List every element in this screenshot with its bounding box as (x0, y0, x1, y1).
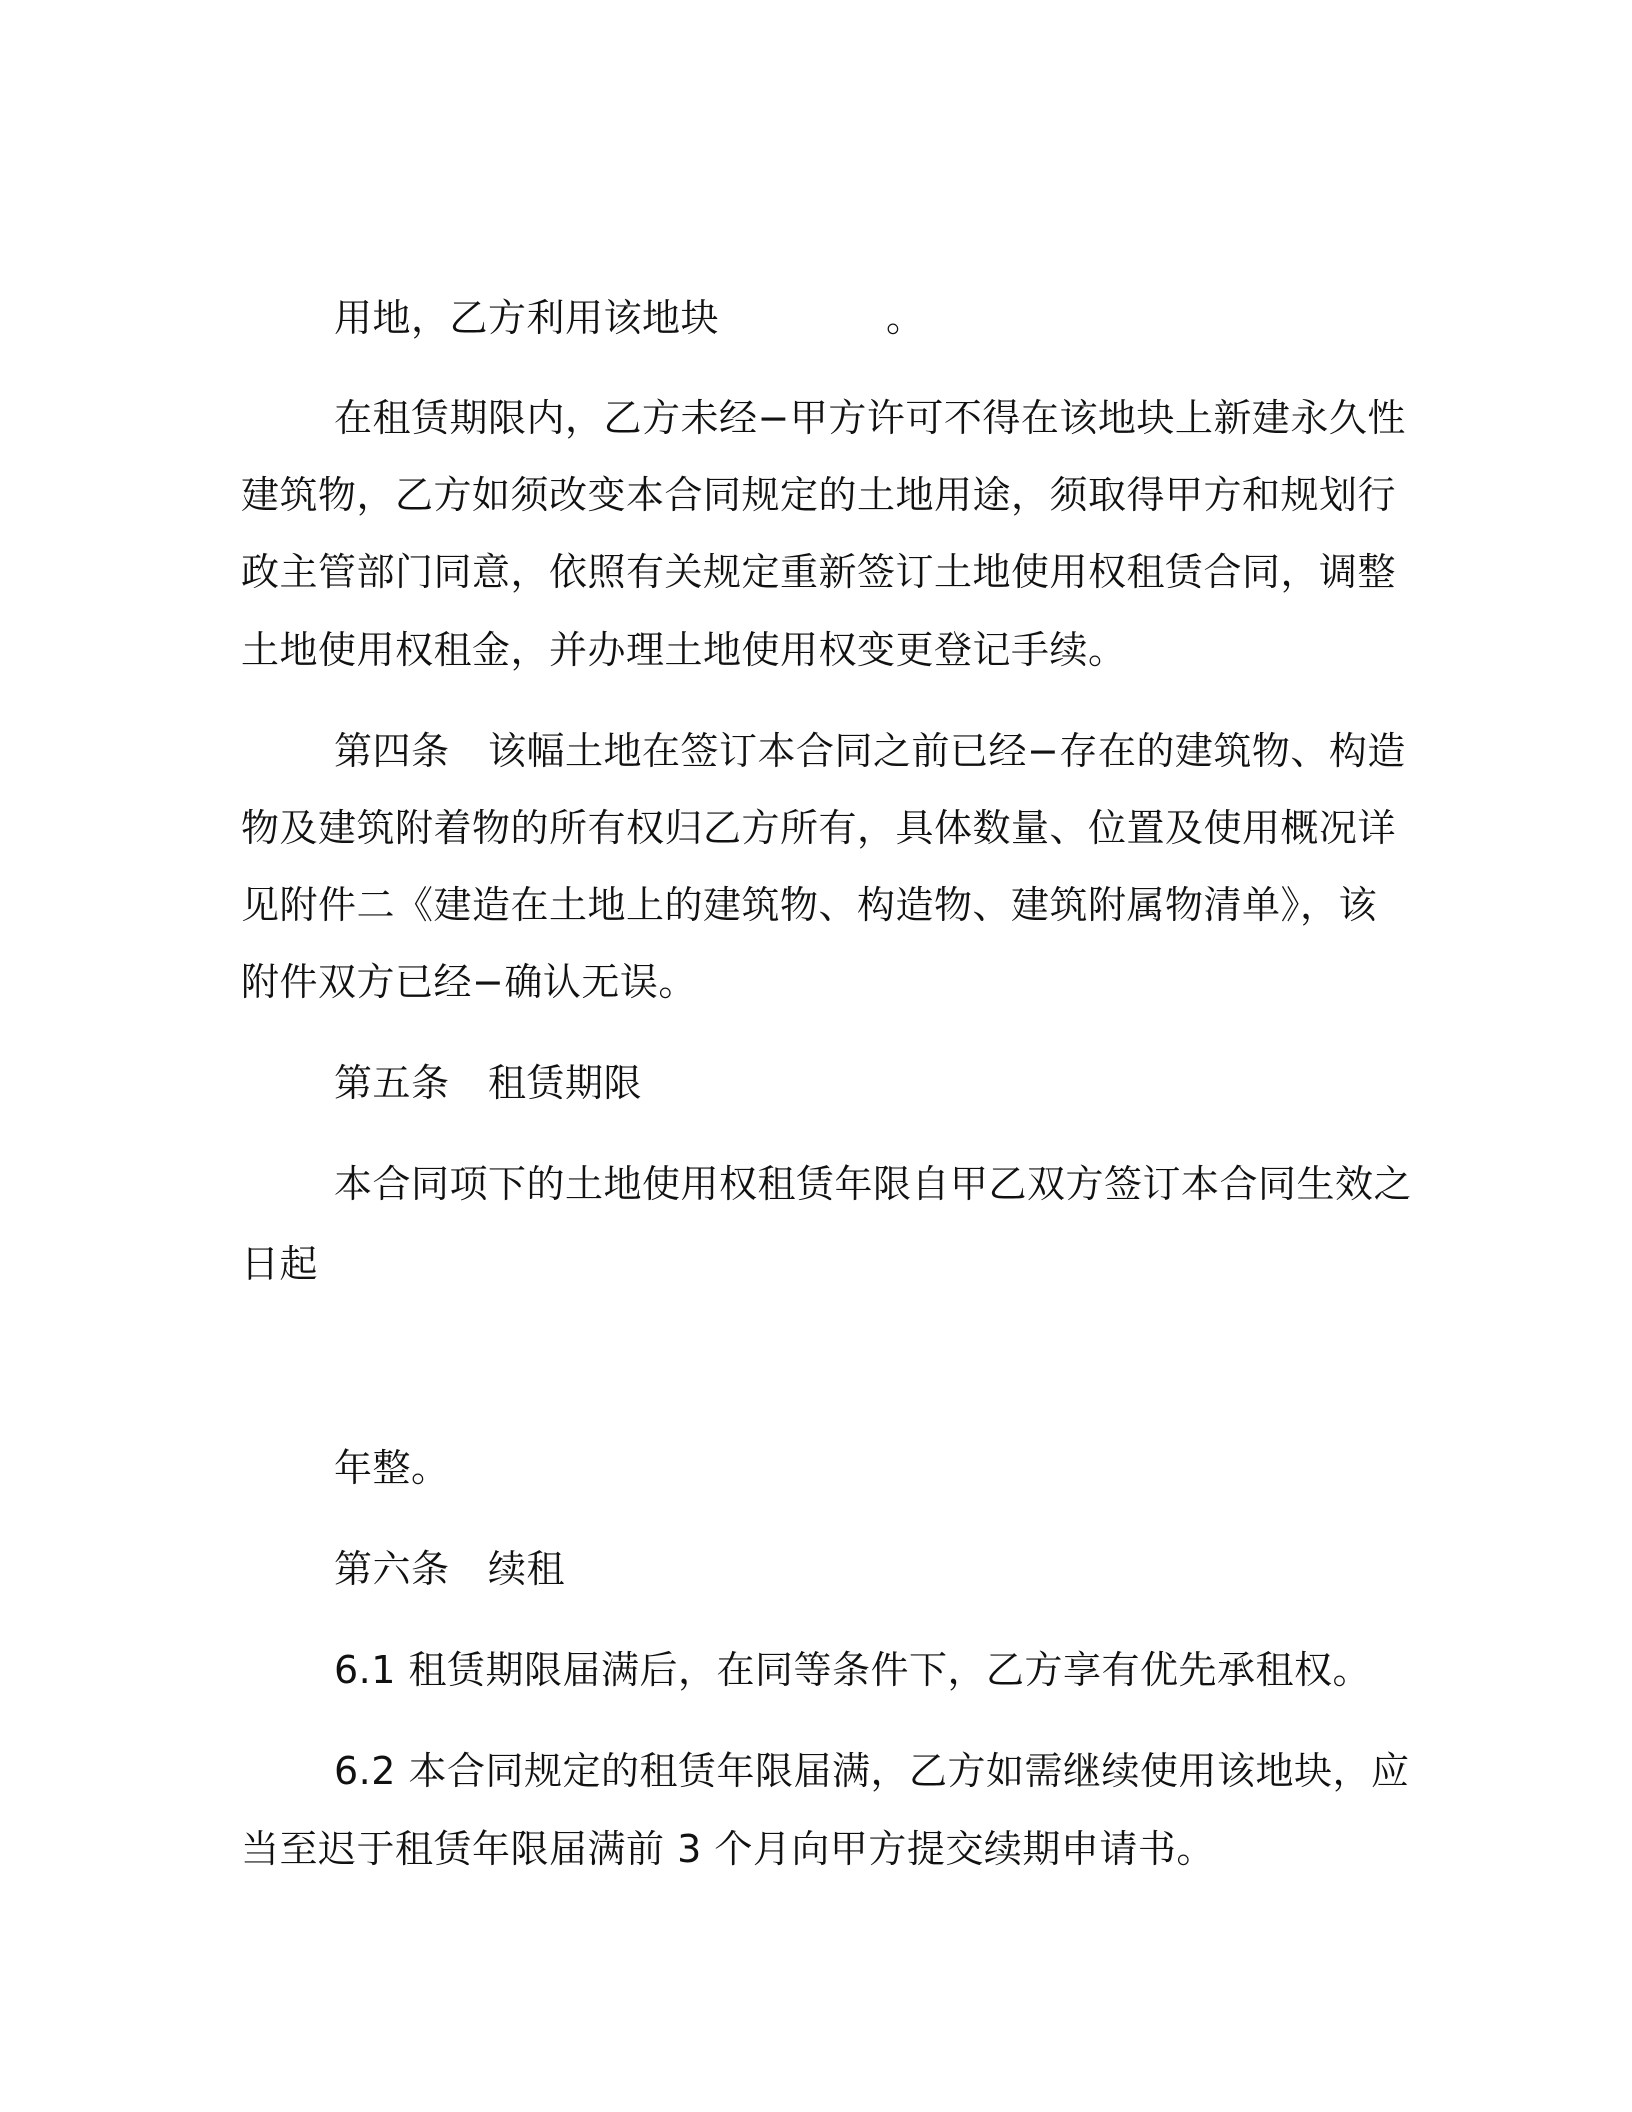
paragraph-line: 土地使用权租金，并办理土地使用权变更登记手续。 (241, 628, 1127, 672)
paragraph-line: 当至迟于租赁年限届满前 3 个月向甲方提交续期申请书。 (241, 1827, 1215, 1871)
paragraph-line: 第四条 该幅土地在签订本合同之前已经−存在的建筑物、构造 (334, 729, 1406, 773)
paragraph-line: 日起 (241, 1242, 319, 1286)
paragraph-line: 附件双方已经−确认无误。 (241, 960, 697, 1004)
paragraph-line: 物及建筑附着物的所有权归乙方所有，具体数量、位置及使用概况详 (241, 806, 1397, 850)
paragraph-line: 6.2 本合同规定的租赁年限届满，乙方如需继续使用该地块，应 (334, 1749, 1410, 1793)
paragraph-line: 政主管部门同意，依照有关规定重新签订土地使用权租赁合同，调整 (241, 550, 1397, 594)
paragraph-line: 在租赁期限内，乙方未经−甲方许可不得在该地块上新建永久性 (334, 396, 1406, 440)
paragraph-line: 。 (886, 296, 925, 340)
paragraph-line: 年整。 (334, 1446, 450, 1490)
paragraph-line: 建筑物，乙方如须改变本合同规定的土地用途，须取得甲方和规划行 (241, 473, 1397, 517)
section-heading: 第六条 续租 (334, 1547, 566, 1591)
paragraph-line: 6.1 租赁期限届满后，在同等条件下，乙方享有优先承租权。 (334, 1648, 1372, 1692)
paragraph-line: 用地，乙方利用该地块 (334, 296, 720, 340)
paragraph-line: 本合同项下的土地使用权租赁年限自甲乙双方签订本合同生效之 (334, 1162, 1413, 1206)
paragraph-line: 见附件二《建造在土地上的建筑物、构造物、建筑附属物清单》，该 (241, 883, 1378, 927)
section-heading: 第五条 租赁期限 (334, 1061, 643, 1105)
